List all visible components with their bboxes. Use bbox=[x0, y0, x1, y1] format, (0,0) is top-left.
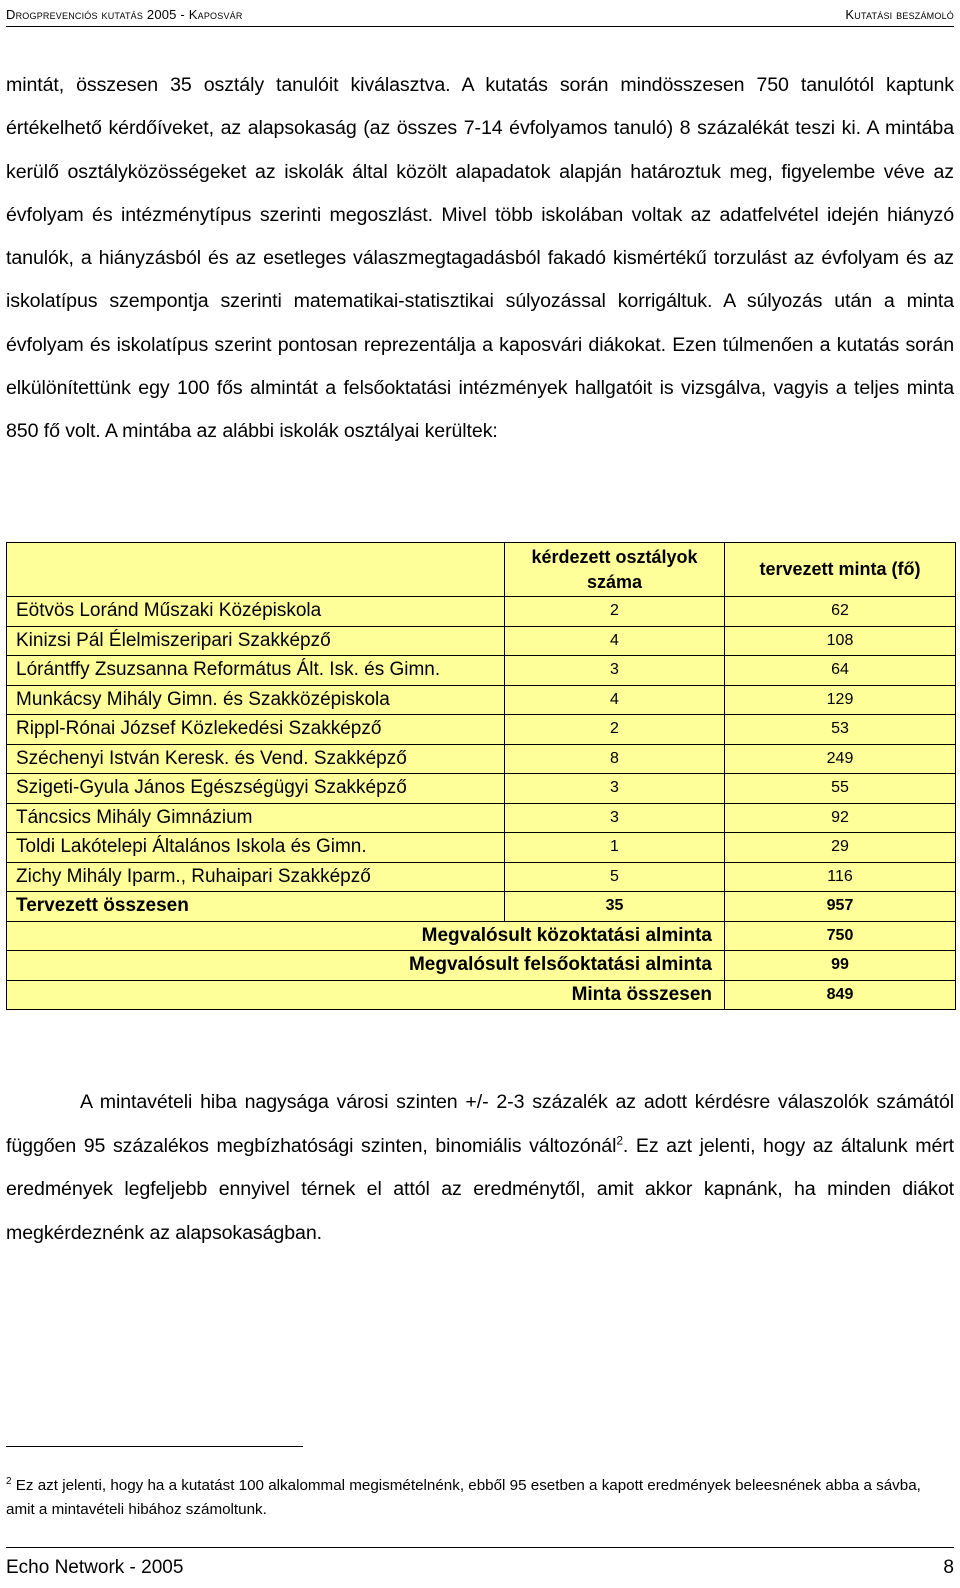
planned-sample-cell: 129 bbox=[725, 685, 956, 715]
classes-count-cell: 8 bbox=[505, 744, 725, 774]
table-row bbox=[7, 744, 956, 774]
footer-publisher: Echo Network - 2005 bbox=[6, 1557, 184, 1578]
table-row bbox=[7, 862, 956, 892]
classes-count-cell: 4 bbox=[505, 626, 725, 656]
classes-count-cell: 1 bbox=[505, 833, 725, 863]
page-header bbox=[6, 4, 954, 27]
table-row bbox=[7, 833, 956, 863]
classes-count-cell: 3 bbox=[505, 803, 725, 833]
classes-count-cell: 5 bbox=[505, 862, 725, 892]
table-summary-row bbox=[7, 951, 956, 981]
school-name-cell: Munkácsy Mihály Gimn. és Szakközépiskola bbox=[7, 685, 505, 715]
table-header-classes: kérdezett osztályok száma bbox=[505, 543, 725, 597]
school-name-cell: Szigeti-Gyula János Egészségügyi Szakképző bbox=[7, 774, 505, 804]
summary-sample-cell: 849 bbox=[725, 980, 956, 1010]
planned-sample-cell: 92 bbox=[725, 803, 956, 833]
planned-sample-cell: 108 bbox=[725, 626, 956, 656]
summary-label-cell: Megvalósult közoktatási alminta bbox=[7, 921, 725, 951]
table-summary-row bbox=[7, 921, 956, 951]
summary-label-cell: Megvalósult felsőoktatási alminta bbox=[7, 951, 725, 981]
school-name-cell: Zichy Mihály Iparm., Ruhaipari Szakképző bbox=[7, 862, 505, 892]
summary-label-cell: Minta összesen bbox=[7, 980, 725, 1010]
school-name-cell: Kinizsi Pál Élelmiszeripari Szakképző bbox=[7, 626, 505, 656]
classes-count-cell: 2 bbox=[505, 715, 725, 745]
table-row bbox=[7, 685, 956, 715]
planned-sample-cell: 55 bbox=[725, 774, 956, 804]
table-row bbox=[7, 715, 956, 745]
table-header-blank bbox=[7, 543, 505, 597]
planned-sample-cell: 62 bbox=[725, 597, 956, 627]
footnote-number: 2 bbox=[6, 1475, 12, 1487]
table-row bbox=[7, 597, 956, 627]
school-name-cell: Eötvös Loránd Műszaki Középiskola bbox=[7, 597, 505, 627]
table-row bbox=[7, 656, 956, 686]
school-name-cell: Rippl-Rónai József Közlekedési Szakképző bbox=[7, 715, 505, 745]
error-text-after: . Ez azt jelenti, hogy az általunk mért eredmények legfeljebb ennyivel térnek el attól az eredménytől, amit akkor kapnánk, ha minden diákot megkérdeznénk az alapsokaságban. bbox=[6, 1134, 955, 1244]
page-number: 8 bbox=[943, 1557, 954, 1578]
header-report-label: Kutatási beszámoló bbox=[845, 7, 954, 22]
table-row bbox=[7, 626, 956, 656]
summary-sample-cell: 750 bbox=[725, 921, 956, 951]
table-header-sample: tervezett minta (fő) bbox=[725, 543, 956, 597]
total-classes-cell: 35 bbox=[505, 892, 725, 922]
classes-count-cell: 3 bbox=[505, 656, 725, 686]
planned-sample-cell: 53 bbox=[725, 715, 956, 745]
school-name-cell: Lórántffy Zsuzsanna Református Ált. Isk. és Gimn. bbox=[7, 656, 505, 686]
table-row bbox=[7, 803, 956, 833]
classes-count-cell: 3 bbox=[505, 774, 725, 804]
page-footer bbox=[6, 1547, 954, 1584]
table-row bbox=[7, 774, 956, 804]
planned-sample-cell: 249 bbox=[725, 744, 956, 774]
body-paragraph-error bbox=[6, 1081, 954, 1255]
table-total-row bbox=[7, 892, 956, 922]
header-title: Drogprevenciós kutatás 2005 - Kaposvár bbox=[6, 7, 243, 22]
classes-count-cell: 4 bbox=[505, 685, 725, 715]
footnote bbox=[6, 1474, 940, 1522]
school-name-cell: Táncsics Mihály Gimnázium bbox=[7, 803, 505, 833]
footnote-divider bbox=[6, 1446, 303, 1447]
planned-sample-cell: 64 bbox=[725, 656, 956, 686]
footnote-ref[interactable]: 2 bbox=[616, 1132, 623, 1147]
schools-table bbox=[6, 542, 956, 1010]
school-name-cell: Széchenyi István Keresk. és Vend. Szakképző bbox=[7, 744, 505, 774]
table-header-row bbox=[7, 543, 956, 597]
planned-sample-cell: 29 bbox=[725, 833, 956, 863]
classes-count-cell: 2 bbox=[505, 597, 725, 627]
planned-sample-cell: 116 bbox=[725, 862, 956, 892]
body-paragraph-sampling: mintát, összesen 35 osztály tanulóit kiválasztva. A kutatás során mindösszesen 750 tanulótól kaptunk értékelhető kérdőíveket, az alapsokaság (az összes 7-14 évfolyamos tanuló) 8 százalékát teszi ki. A mintába kerülő osztályközösségeket az iskolák által közölt alapadatok alapján határoztuk meg, figyelembe véve az évfolyam és intézménytípus szerinti megoszlást. Mivel több iskolában voltak az adatfelvétel idején hiányzó tanulók, a hiányzásból és az esetleges válaszmegtagadásból fakadó kismértékű torzulást az évfolyam és az iskolatípus szempontja szerinti matematikai-statisztikai súlyozással korrigáltuk. A súlyozás után a minta évfolyam és iskolatípus szerint pontosan reprezentálja a kaposvári diákokat. Ezen túlmenően a kutatás során elkülönítettünk egy 100 fős almintát a felsőoktatási intézmények hallgatóit is vizsgálva, vagyis a teljes minta 850 fő volt. A mintába az alábbi iskolák osztályai kerültek: bbox=[6, 74, 954, 443]
table-summary-row bbox=[7, 980, 956, 1010]
school-name-cell: Toldi Lakótelepi Általános Iskola és Gimn. bbox=[7, 833, 505, 863]
total-sample-cell: 957 bbox=[725, 892, 956, 922]
footnote-text: Ez azt jelenti, hogy ha a kutatást 100 alkalommal megismételnénk, ebből 95 esetben a kapott eredmények beleesnének abba a sávba, amit a mintavételi hibához számoltunk. bbox=[6, 1477, 921, 1518]
summary-sample-cell: 99 bbox=[725, 951, 956, 981]
total-label-cell: Tervezett összesen bbox=[7, 892, 505, 922]
error-text-before: A mintavételi hiba nagysága városi szinten +/- 2-3 százalék az adott kérdésre válaszolók számától függően 95 százalékos megbízhatósági szinten, binomiális változónál bbox=[6, 1091, 954, 1157]
